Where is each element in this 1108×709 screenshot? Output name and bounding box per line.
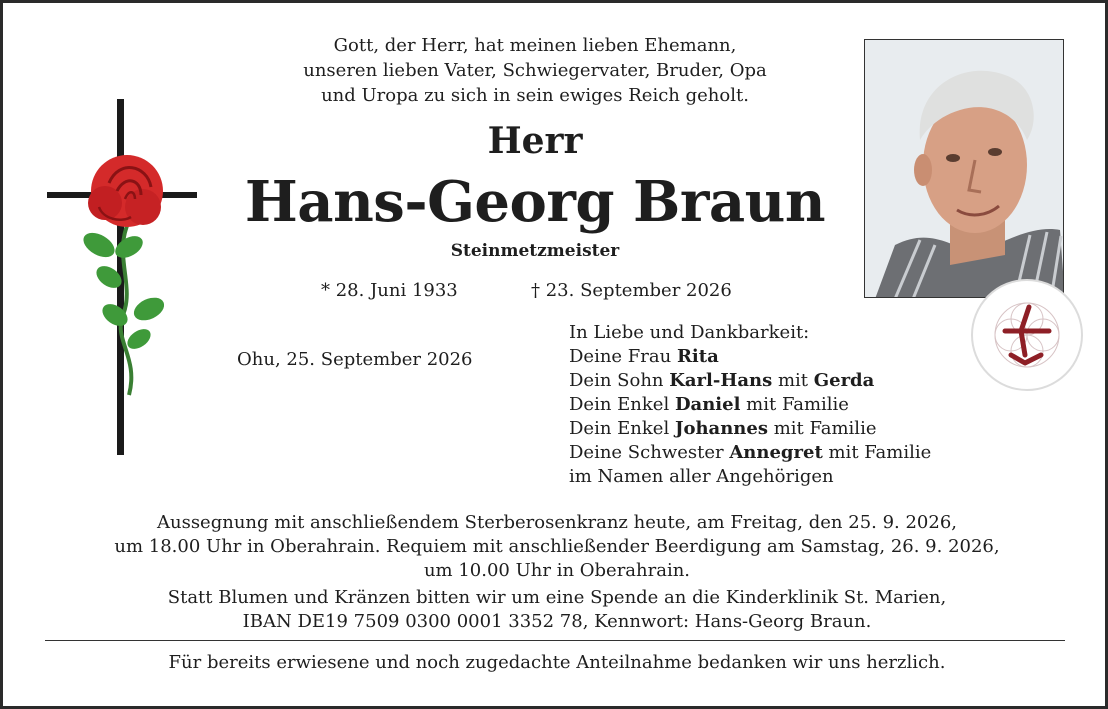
death-date: † 23. September 2026: [531, 280, 732, 301]
divider: [45, 640, 1065, 641]
emblem-icon: [969, 277, 1085, 393]
intro-line: und Uropa zu sich in sein ewiges Reich geholt.: [321, 85, 749, 106]
mourner-line: Deine Schwester Annegret mit Familie: [569, 442, 932, 463]
intro-text: [235, 33, 835, 108]
mourner-line: Dein Sohn Karl-Hans mit Gerda: [569, 370, 875, 391]
donation-line: Statt Blumen und Kränzen bitten wir um eine Spende an die Kinderklinik St. Marien,: [167, 587, 947, 608]
profession: Steinmetzmeister: [450, 241, 620, 261]
mourner-line: im Namen aller Angehörigen: [569, 466, 834, 487]
mourner-name: Annegret: [729, 442, 823, 463]
mourner-name: Daniel: [674, 394, 741, 415]
service-info: [3, 511, 1108, 583]
birth-date: * 28. Juni 1933: [321, 280, 458, 301]
portrait-icon: [865, 40, 1064, 298]
service-line: um 18.00 Uhr in Oberahrain. Requiem mit anschließender Beerdigung am Samstag, 26. 9. 2026,: [114, 536, 1000, 557]
deceased-name: Hans-Georg Braun: [244, 169, 826, 235]
mourner-name: Karl-Hans: [669, 370, 773, 391]
place-and-date: Ohu, 25. September 2026: [237, 349, 473, 370]
cross-with-rose-icon: [43, 95, 203, 460]
thanks-line: Für bereits erwiesene und noch zugedachte Anteilnahme bedanken wir uns herzlich.: [168, 652, 946, 673]
mourners-heading: In Liebe und Dankbarkeit:: [569, 322, 810, 343]
intro-line: unseren lieben Vater, Schwiegervater, Bruder, Opa: [303, 60, 767, 81]
mourner-line: Dein Enkel Johannes mit Familie: [569, 418, 877, 439]
mourner-name: Johannes: [674, 418, 768, 439]
service-line: Aussegnung mit anschließendem Sterberosenkranz heute, am Freitag, den 25. 9. 2026,: [156, 512, 958, 533]
intro-line: Gott, der Herr, hat meinen lieben Ehemann,: [333, 35, 737, 56]
honorific: Herr: [487, 120, 583, 162]
mourners-list: [569, 321, 931, 489]
donation-line: IBAN DE19 7509 0300 0001 3352 78, Kennwort: Hans-Georg Braun.: [242, 611, 872, 632]
portrait-photo: [864, 39, 1064, 298]
mourner-line: Deine Frau Rita: [569, 346, 719, 367]
mourner-name: Gerda: [813, 370, 875, 391]
donation-info: [3, 586, 1108, 634]
mourner-name: Rita: [676, 346, 719, 367]
mourner-line: Dein Enkel Daniel mit Familie: [569, 394, 849, 415]
service-line: um 10.00 Uhr in Oberahrain.: [423, 560, 691, 581]
